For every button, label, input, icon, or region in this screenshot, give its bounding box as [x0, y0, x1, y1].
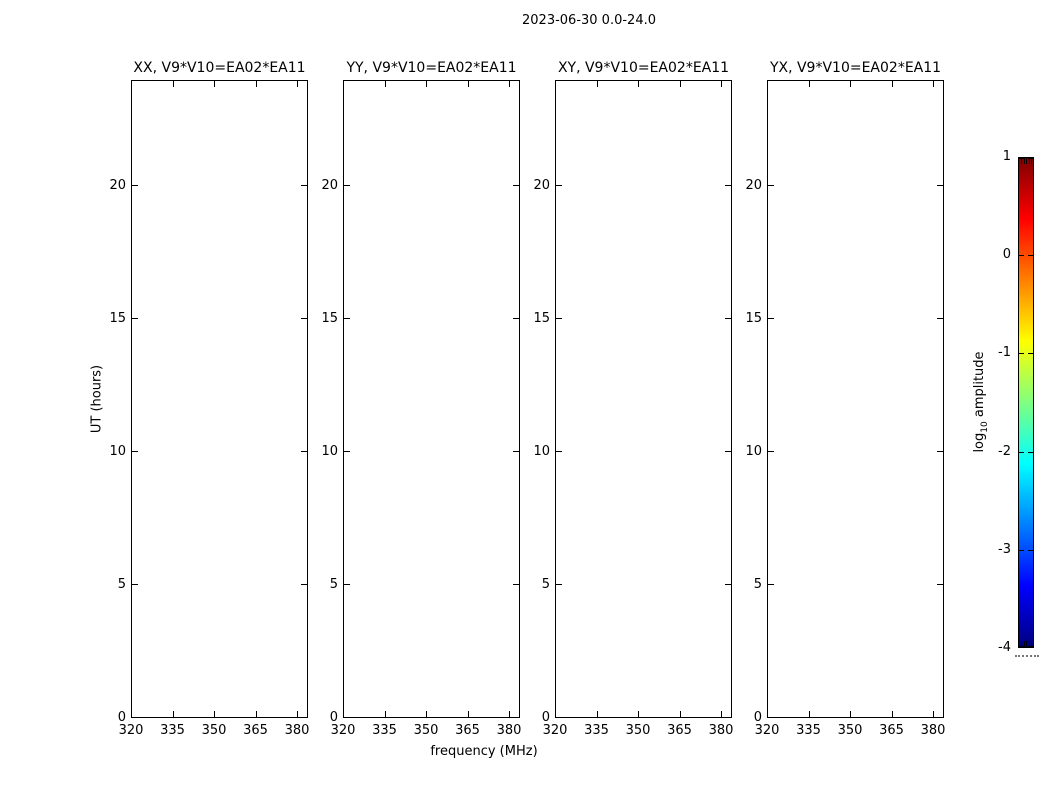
x-tick-label-yy: 380: [496, 723, 522, 738]
x-tick-yx: [850, 711, 851, 717]
y-tick-xy: [556, 318, 562, 319]
colorbar-end-hatch: [1029, 641, 1030, 647]
x-tick-yx: [892, 81, 893, 87]
colorbar-bottom-dotted-line: [1015, 655, 1039, 657]
colorbar-tick: [1019, 550, 1024, 551]
subplot-panel-xy: [555, 60, 732, 718]
colorbar-end-hatch: [1021, 641, 1022, 647]
y-tick-yx: [937, 717, 943, 718]
y-tick-label-yy: 15: [321, 311, 338, 327]
x-tick-xy: [638, 711, 639, 717]
y-tick-yx: [768, 185, 774, 186]
x-tick-xy: [638, 81, 639, 87]
y-tick-yx: [768, 451, 774, 452]
y-tick-yx: [768, 717, 774, 718]
x-tick-label-yx: 335: [796, 723, 821, 738]
colorbar: [1018, 157, 1034, 648]
y-tick-yy: [344, 717, 350, 718]
x-tick-label-yx: 350: [837, 723, 863, 738]
y-tick-yx: [937, 318, 943, 319]
x-tick-yx: [933, 81, 934, 87]
x-tick-label-xx: 335: [160, 723, 185, 738]
y-tick-label-yx: 5: [753, 577, 762, 593]
colorbar-end-hatch: [1024, 158, 1025, 164]
x-tick-yx: [809, 711, 810, 717]
y-tick-label-yx: 20: [745, 178, 762, 194]
x-tick-label-xx: 320: [118, 723, 144, 738]
x-tick-yy: [468, 711, 469, 717]
x-tick-xy: [721, 81, 722, 87]
x-tick-xx: [297, 81, 298, 87]
y-tick-yy: [344, 185, 350, 186]
colorbar-tick-label: 1: [1002, 149, 1011, 164]
y-tick-xx: [132, 451, 138, 452]
x-tick-yy: [426, 711, 427, 717]
x-tick-yx: [809, 81, 810, 87]
y-tick-xx: [132, 717, 138, 718]
y-tick-label-xy: 15: [533, 311, 550, 327]
y-tick-label-yy: 20: [321, 178, 338, 194]
x-tick-label-yy: 350: [413, 723, 439, 738]
colorbar-label: $\log_{10}$ amplitude: [972, 351, 990, 453]
x-tick-yy: [468, 81, 469, 87]
y-tick-xy: [556, 451, 562, 452]
x-tick-xy: [597, 81, 598, 87]
x-tick-label-xy: 380: [708, 723, 734, 738]
x-tick-yy: [385, 81, 386, 87]
x-tick-label-xx: 350: [201, 723, 227, 738]
y-tick-yx: [937, 185, 943, 186]
x-tick-xy: [555, 81, 556, 87]
x-tick-yy: [426, 81, 427, 87]
colorbar-end-hatch: [1021, 158, 1022, 164]
colorbar-end-hatch: [1024, 641, 1025, 647]
colorbar-end-hatch: [1026, 158, 1027, 164]
y-tick-label-yy: 10: [321, 444, 338, 460]
subplot-title-yy: YY, V9*V10=EA02*EA11: [346, 60, 517, 76]
y-tick-yy: [344, 318, 350, 319]
x-tick-label-xy: 365: [667, 723, 692, 738]
y-tick-yx: [768, 318, 774, 319]
colorbar-tick-label: 0: [1002, 247, 1011, 263]
colorbar-tick: [1028, 452, 1033, 453]
y-tick-yy: [344, 584, 350, 585]
y-tick-label-xx: 20: [109, 178, 126, 194]
y-tick-xy: [556, 584, 562, 585]
x-tick-xx: [256, 711, 257, 717]
y-tick-label-yy: 5: [329, 577, 338, 593]
x-tick-xx: [214, 81, 215, 87]
x-tick-xy: [680, 711, 681, 717]
colorbar-end-hatch: [1031, 641, 1032, 647]
x-axis-label: frequency (MHz): [430, 744, 538, 759]
y-tick-yx: [768, 584, 774, 585]
x-tick-yy: [385, 711, 386, 717]
x-tick-yx: [850, 81, 851, 87]
x-tick-label-xy: 335: [584, 723, 609, 738]
y-tick-xx: [132, 584, 138, 585]
y-tick-xx: [132, 185, 138, 186]
x-tick-yx: [933, 711, 934, 717]
y-tick-yx: [937, 584, 943, 585]
x-tick-label-yx: 380: [920, 723, 946, 738]
x-tick-label-yx: 365: [879, 723, 904, 738]
y-tick-yx: [937, 451, 943, 452]
x-tick-label-xx: 365: [243, 723, 268, 738]
y-tick-label-xx: 10: [109, 444, 126, 460]
x-tick-xx: [256, 81, 257, 87]
y-tick-label-yx: 15: [745, 311, 762, 327]
colorbar-tick-label: -3: [998, 541, 1011, 557]
colorbar-end-hatch: [1026, 641, 1027, 647]
y-axis-label: UT (hours): [89, 364, 105, 434]
y-tick-label-yy: 0: [329, 710, 338, 725]
colorbar-tick-label: -2: [998, 443, 1011, 459]
y-tick-label-xy: 20: [533, 178, 550, 194]
x-tick-label-yx: 320: [754, 723, 780, 738]
x-tick-label-xx: 380: [284, 723, 310, 738]
y-tick-label-yx: 10: [745, 444, 762, 460]
x-tick-xy: [680, 81, 681, 87]
colorbar-tick-label: -1: [998, 345, 1011, 361]
colorbar-tick-label: -4: [998, 640, 1011, 655]
y-tick-label-xx: 5: [117, 577, 126, 593]
x-tick-label-xy: 350: [625, 723, 651, 738]
y-tick-label-xy: 5: [541, 577, 550, 593]
y-tick-xy: [556, 717, 562, 718]
x-tick-xx: [214, 711, 215, 717]
subplot-panel-yx: [767, 60, 944, 718]
subplot-panel-xx: [131, 60, 308, 718]
x-tick-yy: [509, 81, 510, 87]
subplot-title-yx: YX, V9*V10=EA02*EA11: [769, 60, 942, 76]
y-tick-label-xy: 10: [533, 444, 550, 460]
subplot-panel-yy: [343, 60, 520, 718]
y-tick-yy: [344, 451, 350, 452]
y-tick-label-yx: 0: [753, 710, 762, 725]
x-tick-yx: [892, 711, 893, 717]
x-tick-label-yy: 335: [372, 723, 397, 738]
x-tick-xx: [173, 81, 174, 87]
x-tick-yy: [343, 81, 344, 87]
y-tick-label-xx: 15: [109, 311, 126, 327]
y-tick-label-xy: 0: [541, 710, 550, 725]
x-tick-xx: [173, 711, 174, 717]
x-tick-label-yy: 365: [455, 723, 480, 738]
x-tick-label-yy: 320: [330, 723, 356, 738]
colorbar-end-hatch: [1029, 158, 1030, 164]
colorbar-tick: [1019, 255, 1024, 256]
colorbar-tick: [1028, 353, 1033, 354]
y-tick-xx: [132, 318, 138, 319]
x-tick-xy: [597, 711, 598, 717]
colorbar-tick: [1028, 550, 1033, 551]
colorbar-tick: [1019, 452, 1024, 453]
y-tick-label-xx: 0: [117, 710, 126, 725]
colorbar-tick: [1028, 255, 1033, 256]
x-tick-yx: [767, 81, 768, 87]
x-tick-label-xy: 320: [542, 723, 568, 738]
x-tick-xx: [131, 81, 132, 87]
figure-title: 2023-06-30 0.0-24.0: [522, 13, 656, 28]
subplot-title-xx: XX, V9*V10=EA02*EA11: [133, 60, 306, 76]
subplot-title-xy: XY, V9*V10=EA02*EA11: [557, 60, 730, 76]
colorbar-end-hatch: [1031, 158, 1032, 164]
y-tick-xy: [556, 185, 562, 186]
colorbar-tick: [1019, 353, 1024, 354]
